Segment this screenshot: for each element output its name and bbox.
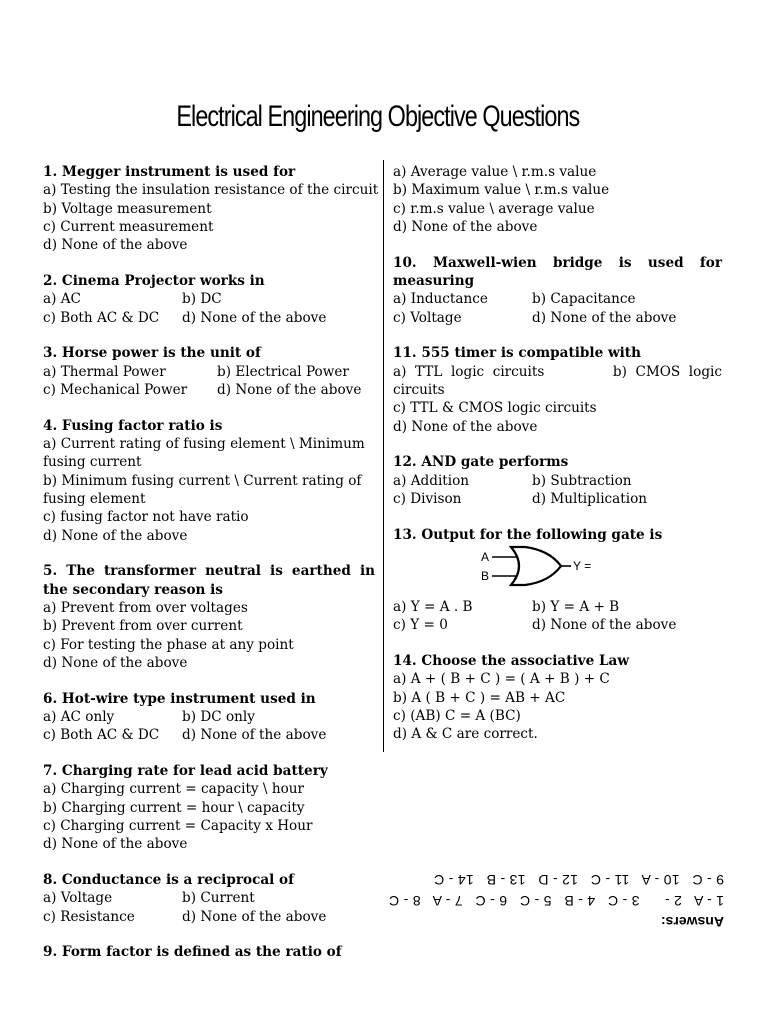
question-text: 4. Fusing factor ratio is <box>43 417 223 434</box>
option-a: a) A + ( B + C ) = ( A + B ) + C <box>393 671 610 688</box>
option-c: c) r.m.s value \ average value <box>393 200 595 217</box>
option-c: c) Divison <box>393 490 462 507</box>
option-a: a) Charging current = capacity \ hour <box>43 781 305 798</box>
option-d: d) None of the above <box>532 309 677 326</box>
option-a: a) AC only <box>43 708 115 725</box>
question-text: 13. Output for the following gate is <box>393 526 663 543</box>
option-b: b) DC <box>182 291 222 308</box>
option-b: b) Current <box>182 890 255 907</box>
option-c: c) For testing the phase at any point <box>43 636 294 653</box>
question-4 <box>43 417 375 545</box>
or-gate-icon <box>393 544 722 598</box>
option-d: d) None of the above <box>182 727 327 744</box>
option-b: b) Electrical Power <box>217 363 349 380</box>
question-text: 12. AND gate performs <box>393 454 569 471</box>
document-title: Electrical Engineering Objective Questions <box>176 100 580 133</box>
option-a: a) Voltage <box>43 890 113 907</box>
question-text: 3. Horse power is the unit of <box>43 345 261 362</box>
question-text: 2. Cinema Projector works in <box>43 272 265 289</box>
question-9 <box>43 943 375 961</box>
question-7 <box>43 762 375 853</box>
question-text: 10. Maxwell-wien bridge is used for measuring <box>393 254 722 289</box>
question-text: 6. Hot-wire type instrument used in <box>43 690 316 707</box>
option-c: c) Mechanical Power <box>43 381 188 398</box>
option-b: b) CMOS logic circuits <box>393 363 723 398</box>
question-12 <box>393 453 722 508</box>
question-2 <box>43 272 375 327</box>
option-b: b) DC only <box>182 708 255 725</box>
option-a: a) Current rating of fusing element \ Minimum fusing current <box>43 436 365 471</box>
option-a-b <box>393 363 722 400</box>
gate-output-label: Y = <box>573 559 592 574</box>
option-d: d) Multiplication <box>532 490 648 507</box>
column-divider <box>383 160 384 752</box>
option-c: c) TTL & CMOS logic circuits <box>393 400 597 417</box>
left-column <box>43 163 379 979</box>
question-text: 14. Choose the associative Law <box>393 653 630 670</box>
question-text: 5. The transformer neutral is earthed in the secondary reason is <box>43 563 375 598</box>
option-d: d) None of the above <box>532 617 677 634</box>
gate-input-a-label: A <box>481 550 490 565</box>
option-c: c) (AB) C = A (BC) <box>393 708 521 725</box>
option-d: d) None of the above <box>43 527 188 544</box>
question-10 <box>393 254 722 327</box>
option-a: a) Thermal Power <box>43 363 166 380</box>
option-a: a) Addition <box>393 472 470 489</box>
answer-key-label: Answers: <box>660 914 724 930</box>
option-c: c) fusing factor not have ratio <box>43 509 249 526</box>
option-b: b) Minimum fusing current \ Current rating of fusing element <box>43 472 362 507</box>
option-a: a) Y = A . B <box>393 599 473 616</box>
option-a: a) Testing the insulation resistance of the circuit <box>43 182 379 199</box>
option-b: b) Prevent from over current <box>43 618 243 635</box>
option-b: b) Charging current = hour \ capacity <box>43 799 305 816</box>
question-14 <box>393 652 722 743</box>
option-a: a) AC <box>43 291 81 308</box>
question-text: 11. 555 timer is compatible with <box>393 345 641 362</box>
question-3 <box>43 344 375 399</box>
question-6 <box>43 690 375 745</box>
option-d: d) None of the above <box>393 418 538 435</box>
question-8 <box>43 871 375 926</box>
option-b: b) A ( B + C ) = AB + AC <box>393 689 566 706</box>
option-c: c) Current measurement <box>43 218 214 235</box>
question-11 <box>393 344 722 435</box>
option-b: b) Capacitance <box>532 291 636 308</box>
question-text: 9. Form factor is defined as the ratio of <box>43 944 342 961</box>
answer-line-2: 9 - C 10 - A 11 - C 12 - D 13 - B 14 - C <box>433 872 724 888</box>
option-c: c) Voltage <box>393 309 462 326</box>
or-gate-body <box>511 547 561 585</box>
option-c: c) Y = 0 <box>393 617 448 634</box>
option-a: a) TTL logic circuits <box>393 363 545 380</box>
option-d: d) None of the above <box>43 654 188 671</box>
right-column <box>393 163 722 761</box>
option-c: c) Charging current = Capacity x Hour <box>43 817 313 834</box>
option-b: b) Maximum value \ r.m.s value <box>393 182 610 199</box>
option-b: b) Y = A + B <box>532 599 620 616</box>
question-1 <box>43 163 379 254</box>
answer-line-1: 1 - A 2 - 3 - C 4 - B 5 - C 6 - C 7 - A 8 - C <box>388 893 724 909</box>
option-d: d) None of the above <box>182 908 327 925</box>
option-a: a) Average value \ r.m.s value <box>393 164 597 180</box>
question-text: 8. Conductance is a reciprocal of <box>43 872 294 888</box>
gate-input-b-label: B <box>481 569 490 584</box>
option-c: c) Both AC & DC <box>43 727 160 744</box>
option-d: d) None of the above <box>393 218 538 235</box>
option-d: d) None of the above <box>182 309 327 326</box>
option-b: b) Voltage measurement <box>43 200 212 217</box>
option-d: d) A & C are correct. <box>393 726 538 743</box>
option-a: a) Inductance <box>393 291 488 308</box>
option-d: d) None of the above <box>43 237 188 254</box>
option-c: c) Resistance <box>43 908 135 925</box>
option-a: a) Prevent from over voltages <box>43 599 248 616</box>
question-13 <box>393 526 722 635</box>
question-text: 1. Megger instrument is used for <box>43 164 296 180</box>
option-b: b) Subtraction <box>532 472 632 489</box>
question-9-options <box>393 163 722 236</box>
answer-key <box>352 862 724 932</box>
or-gate-diagram <box>393 544 722 598</box>
question-text: 7. Charging rate for lead acid battery <box>43 763 328 780</box>
option-d: d) None of the above <box>217 381 362 398</box>
question-5 <box>43 562 375 672</box>
option-c: c) Both AC & DC <box>43 309 160 326</box>
option-d: d) None of the above <box>43 836 188 853</box>
